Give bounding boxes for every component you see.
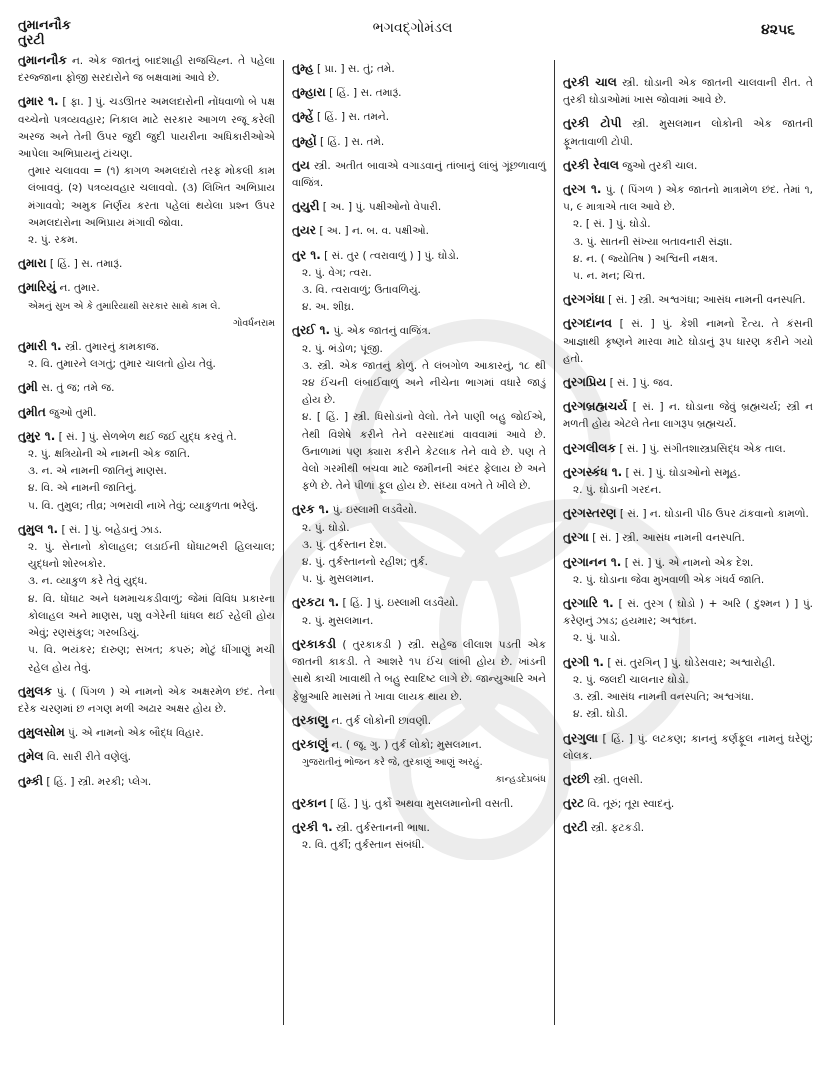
definition: સ. તું જ; તમે જ. xyxy=(41,382,115,395)
headword: તુરગા xyxy=(563,530,589,545)
dictionary-entry xyxy=(563,529,813,547)
definition: [ હિં. ] સ. તમારૂં. xyxy=(329,87,402,100)
headword: તુરકી ૧. xyxy=(292,819,333,834)
dictionary-entry xyxy=(563,654,813,724)
dictionary-entry xyxy=(292,501,546,588)
headword: તુમીત xyxy=(18,404,46,419)
dictionary-entry xyxy=(563,795,813,813)
headword: તુરકાણુ xyxy=(292,712,329,727)
dictionary-entry xyxy=(292,736,546,789)
definition: [ સં. ] પું. સેળભેળ થઈ જઈ યુદ્ધ કરવું તે. xyxy=(58,430,237,443)
dictionary-entry xyxy=(563,730,813,765)
dictionary-entry xyxy=(563,819,813,837)
dictionary-entry xyxy=(563,291,813,309)
definition: સ્ત્રી. મુસલમાન લોકોની એક જાતની ફૂમતાવાળી ટોપી. xyxy=(563,118,813,148)
headword: તુમ્હારા xyxy=(292,85,326,100)
dictionary-entry xyxy=(563,595,813,648)
definition: વિ. તૂરું; તૂરા સ્વાદનું. xyxy=(587,798,675,811)
definition: [ સં. ] પું. ઘોડાઓનો સમૂહ. xyxy=(625,466,741,479)
headword: તુરકી ચાલ xyxy=(563,75,617,89)
dictionary-entry xyxy=(18,773,275,791)
sub-definition: ૫. વિ. ભયંકર; દારુણ; સખત; કપરું; મોટું ધીંગાણું મચી રહેલ હોય તેવું. xyxy=(28,644,275,674)
headword: તુમુલસોમ xyxy=(18,725,65,740)
sub-definition: ૩. વિ. ત્વરાવાળું; ઉતાવળિયું. xyxy=(302,284,421,297)
sub-definition: ૨. પું. ભંડોળ; પૂંજી. xyxy=(302,342,383,355)
sub-definition: ૫. પું. મુસલમાન. xyxy=(302,573,375,586)
sub-definition: ૨. [ સં. ] પું. ઘોડો. xyxy=(573,218,651,231)
definition: સ્ત્રી. ફટકડી. xyxy=(590,822,645,835)
definition: [ હિં. ] પું. ઇસ્લામી લડવૈયો. xyxy=(342,597,459,610)
headword: તુમી xyxy=(18,380,38,395)
headword: તુરગલીલક xyxy=(563,440,616,455)
dictionary-title: ભગવદ્ગોમંડલ xyxy=(372,20,453,36)
definition: [ સં. ] ન. ઘોડાના જેવું બ્રહ્મચર્ય; સ્ત્રી ન મળતી હોય એટલે તેના લાગરૂપ બ્રહ્મચર્ય. xyxy=(563,401,813,431)
dictionary-entry xyxy=(18,404,275,422)
dictionary-entry xyxy=(563,771,813,789)
definition: સ્ત્રી. તુર્કસ્તાનની ભાષા. xyxy=(336,821,430,834)
citation-source: ગોવર્ધનરામ xyxy=(233,317,275,329)
definition: [ સં. ] પું. સંગીતશાસ્ત્રપ્રસિદ્ધ એક તાલ. xyxy=(619,442,786,455)
definition: [ સં. ] સ્ત્રી. આસંધ નામની વનસ્પતિ. xyxy=(592,532,745,545)
headword: તુરટી xyxy=(563,820,588,835)
definition: [ સં. ] પું. કેશી નામનો દૈત્ય. તે કંસની આજ્ઞાથી કૃષ્ણને મારવા માટે ઘોડાનું રૂપ ધારણ કરીને ગયો હતો. xyxy=(563,318,813,365)
sub-definition: ૪. [ હિં. ] સ્ત્રી. ધિસોડાંનો વેલો. તેને પાણી બહુ જોઈએ, તેથી વિશેષે કરીને તેને વરસાદમાં વાવવામાં આવે છે. ઉનાળામાં પણ ક્યારા કરીને કેટલાક તેને વાવે છે. પણ તે વેલો ગરમીથી બચવા માટે જમીનની અંદર ફેલાય છે અને ફળે છે. તેને પીળાં ફૂલ હોય છે. સંધ્યા વખતે તે ખીલે છે. xyxy=(302,411,546,493)
definition: [ હિં. ] સ. તમે. xyxy=(320,135,385,148)
dictionary-entry xyxy=(563,398,813,433)
sub-definition: ૪. પું. તુર્કસ્તાનનો રહીશ; તુર્ક. xyxy=(302,556,428,569)
headword: તુરછી xyxy=(563,771,590,786)
headword: તુમેલ xyxy=(18,749,44,764)
definition: ન. તુમાર. xyxy=(59,282,100,295)
dictionary-entry xyxy=(292,84,546,102)
sub-definition: ૨. પું. ક્ષત્રિયોની એ નામની એક જાતિ. xyxy=(28,448,191,461)
definition: [ સં. તુર ( ત્વરાવાળું ) ] પું. ઘોડો. xyxy=(324,249,460,262)
headword: તુયુરી xyxy=(292,199,320,214)
sub-definition: ૫. ન. મન; ચિત્ત. xyxy=(573,270,646,283)
dictionary-entry xyxy=(292,594,546,629)
definition: ન. એક જાતનું બાદશાહી રાજચિહ્ન. તે પહેલા દરજ્જાના ફોજી સરદારોને જ બક્ષવામાં આવે છે. xyxy=(18,55,275,85)
definition: [ સં. તુરગ ( ઘોડો ) + અરિ ( દુશ્મન ) ] પું. કરેણનું ઝાડ; હયમાર; અશ્વઘ્ન. xyxy=(563,598,813,628)
definition: પું. એક જાતનું વાજિંત્ર. xyxy=(333,325,432,338)
column-1 xyxy=(18,52,283,1052)
page-number: ૪૨૫૬ xyxy=(761,22,795,38)
headword: તુમારા xyxy=(18,256,47,271)
sub-definition: ૪. અ. શીઘ્ર. xyxy=(302,301,355,314)
column-2 xyxy=(283,60,555,1025)
sub-definition: ૨. વિ. તુર્કી; તુર્કસ્તાન સંબંધી. xyxy=(302,838,425,851)
headword: તુમુલ ૧. xyxy=(18,521,59,536)
headword: તુરગગંધા xyxy=(563,292,605,307)
dictionary-entry xyxy=(18,52,275,87)
dictionary-entry xyxy=(563,505,813,523)
headword: તુમાર ૧. xyxy=(18,94,59,109)
definition: સ્ત્રી. ઘોડાની એક જાતની ચાલવાની રીત. તે તુરકી ઘોડાઓમાં ખાસ જોવામાં આવે છે. xyxy=(563,77,813,107)
dictionary-entry xyxy=(292,712,546,730)
guide-word-last: તુરટી xyxy=(18,33,45,48)
dictionary-columns xyxy=(18,52,813,1052)
headword: તુમ્કી xyxy=(18,773,44,788)
dictionary-entry xyxy=(563,157,813,175)
definition: પું. ( પિંગળ ) એક જાતનો માત્રામેળ છંદ. તેમાં ૧, ૫, ૯ માત્રાએ તાલ આવે છે. xyxy=(563,184,813,214)
dictionary-entry xyxy=(292,157,546,192)
headword: તુમ્હેં xyxy=(292,109,314,124)
definition: પું. એ નામનો એક બૌદ્ધ વિહાર. xyxy=(68,727,204,740)
column-3 xyxy=(555,74,813,1052)
headword: તુમ્હોં xyxy=(292,133,317,148)
headword: તુરગબ્રહ્મચર્ય xyxy=(563,399,628,414)
dictionary-entry xyxy=(563,374,813,392)
headword: તુય xyxy=(292,157,310,172)
definition: ( તુરકાકડી ) સ્ત્રી. સહેજ લીલાશ પડતી એક જાતની કાકડી. તે આશરે ૧૫ ઈંચ લાંબી હોય છે. ખાંડની સાથે કાચી ખાવાથી તે બહુ સ્વાદિષ્ટ લાગે છે. જાન્યુઆરિ અને ફેબ્રુઆરિ માસમાં તે ખાવા લાયક થાય છે. xyxy=(292,638,546,703)
sub-definition: ૨. પું. વેગ; ત્વરા. xyxy=(302,266,372,279)
sub-definition: ૪. ન. ( જ્યોતિષ ) અશ્વિની નક્ષત્ર. xyxy=(573,252,718,265)
headword: તુરકટા ૧. xyxy=(292,595,340,610)
citation-quote: ગુજરાતીનું ભોજન કરે જે, તુરકાણું આણું અરહું. xyxy=(302,757,483,769)
sub-definition: ૨. પું. જલદી ચાલનાર ઘોડો. xyxy=(573,673,689,686)
dictionary-entry xyxy=(18,428,275,515)
dictionary-entry xyxy=(292,133,546,151)
sub-definition: ૩. સ્ત્રી. આસંધ નામની વનસ્પતિ; અશ્વગંધા. xyxy=(573,691,754,704)
definition: પું. ( પિંગળ ) એ નામનો એક અક્ષરમેળ છંદ. તેના દરેક ચરણમાં છ નગણ મળી અઢાર અક્ષર હોય છે. xyxy=(18,685,275,715)
dictionary-entry xyxy=(18,748,275,766)
dictionary-entry xyxy=(292,222,546,240)
citation-quote: એમનું સુખ એ કે તુમારિયાથી સરકાર સાથે કામ લે. xyxy=(28,300,221,312)
headword: તુરકાકડી xyxy=(292,636,337,651)
headword: તુરગસ્તરણ xyxy=(563,506,617,521)
headword: તુમારિયું xyxy=(18,280,57,295)
sub-definition: ૨. પું. મુસલમાન. xyxy=(302,614,374,627)
definition: [ હિં. ] સ્ત્રી. મરકી; પ્લેગ. xyxy=(46,775,152,788)
dictionary-entry xyxy=(292,819,546,854)
page-header xyxy=(0,0,825,50)
definition: સ્ત્રી. અતીત બાવાએ વગાડવાનું તાંબાનું લાંબું ગૂંછળાવાળું વાજિંત્ર. xyxy=(292,159,546,190)
dictionary-entry xyxy=(292,247,546,317)
definition: [ સં. ] સ્ત્રી. અશ્વગંધા; આસંધ નામની વનસ્પતિ. xyxy=(608,294,806,307)
citation-source: કાન્હડદેપ્રબંધ xyxy=(495,774,546,786)
dictionary-entry xyxy=(292,636,546,706)
headword: તુરકી ટોપી xyxy=(563,116,622,131)
guide-word-first: તુમાનનૌક xyxy=(18,18,71,33)
dictionary-entry xyxy=(563,115,813,150)
definition: [ હિં. ] સ. તમારૂં. xyxy=(49,258,123,271)
sub-definition: ૨. પું. રકમ. xyxy=(28,234,78,247)
sub-definition: ૩. ન. એ નામની જાતિનું માણસ. xyxy=(28,465,168,478)
definition: ન. તુર્ક લોકોની છાવણી. xyxy=(331,714,432,727)
definition: [ અ. ] પું. પક્ષીઓનો વેપારી. xyxy=(322,201,442,214)
definition: [ ફા. ] પું. ચડઊતર અમલદારોની નોંધવાળો બે પક્ષ વચ્ચેનો પત્રવ્યવહાર; નિકાલ માટે સરકાર આગળ રજૂ કરેલી અરજ અને તેની ઉપર જુદી જુદી પાયરીના અધિકારીઓએ આપેલા અભિપ્રાયનું ટાંચણ. xyxy=(18,96,275,161)
headword: તુરગદાનવ xyxy=(563,316,612,331)
definition: સ્ત્રી. તુમારનું કામકાજ. xyxy=(64,341,160,354)
sub-definition: ૩. પું. તુર્કસ્તાન દેશ. xyxy=(302,538,387,551)
definition: [ સં. ] પું. બહેડાનું ઝાડ. xyxy=(61,523,163,536)
definition: [ પ્રા. ] સ. તું; તમે. xyxy=(317,63,395,75)
headword: તુમુર ૧. xyxy=(18,428,56,443)
sub-definition: ૨. પું. સેનાનો કોલાહલ; લડાઈની ધોંધાટભરી હિલચાલ; યુદ્ધનો શોરબકોર. xyxy=(28,541,275,571)
definition: ન. ( જૂ. ગુ. ) તુર્ક લોકો; મુસલમાન. xyxy=(331,738,482,751)
headword: તુરગ ૧. xyxy=(563,182,602,197)
dictionary-entry xyxy=(18,338,275,373)
headword: તુરગપ્રિય xyxy=(563,375,607,390)
definition: [ સં. ] ન. ઘોડાની પીઠ ઉપર ઢાંકવાનો કામળો. xyxy=(619,508,809,521)
headword: તુરગુલા xyxy=(563,730,598,745)
headword: તુરકાણું xyxy=(292,736,329,751)
headword: તુરગાનન ૧. xyxy=(563,554,622,569)
definition: [ સં. તુરગિન્ ] પું. ઘોડેસવાર; અશ્વારોહી. xyxy=(607,656,776,669)
dictionary-entry xyxy=(292,795,546,813)
sub-definition: ૫. વિ. તુમુલ; તીવ્ર; ગભરાવી નાખે તેવું; વ્યાકુળતા ભરેલું. xyxy=(28,499,259,512)
dictionary-entry xyxy=(563,181,813,285)
definition: [ અ. ] ન. બ. વ. પક્ષીઓ. xyxy=(319,225,429,238)
dictionary-entry xyxy=(18,93,275,249)
headword: તુમુલક xyxy=(18,683,52,698)
sub-definition: ૩. સ્ત્રી. એક જાતનું કોળું. તે લંબગોળ આકારનું, ૧૮ થી ૨૪ ઈંચની લંબાઈવાળું અને નીચેના ભાગમાં વધારે જાડું હોય છે. xyxy=(302,359,546,407)
headword: તુરક ૧. xyxy=(292,502,330,517)
definition: પું. ઇસ્લામી લડવૈયો. xyxy=(332,504,418,517)
headword: તુરટ xyxy=(563,796,585,811)
dictionary-entry xyxy=(18,379,275,397)
headword: તુરકાન xyxy=(292,795,327,810)
dictionary-entry xyxy=(18,521,275,677)
definition: [ સં. ] પું. જવ. xyxy=(609,377,673,390)
dictionary-entry xyxy=(18,683,275,718)
dictionary-entry xyxy=(292,198,546,216)
definition: [ હિં. ] પું. લટકણ; કાનનું કર્ણફૂલ નામનું ઘરેણું; લોલક. xyxy=(563,732,813,762)
definition: [ હિં. ] પું. તુર્કો અથવા મુસલમાનોની વસતી. xyxy=(329,797,514,810)
sub-definition: ૪. સ્ત્રી. ઘોડી. xyxy=(573,708,628,721)
headword: તુરકી રેવાલ xyxy=(563,157,619,172)
sub-definition: ૨. પું. પાડો. xyxy=(573,632,621,645)
definition: જુઓ તુમી. xyxy=(49,406,97,419)
dictionary-entry xyxy=(563,315,813,368)
sub-definition: ૨. પું. ઘોડાની ગરદન. xyxy=(573,484,662,497)
sub-definition: ૩. ન. વ્યાકુળ કરે તેવું યુદ્ધ. xyxy=(28,575,148,588)
dictionary-entry xyxy=(18,255,275,273)
definition: [ હિં. ] સ. તમને. xyxy=(317,111,390,124)
headword: તુરગસ્કંધ ૧. xyxy=(563,464,623,479)
sub-definition: ૨. પું. ઘોડો. xyxy=(302,521,350,534)
headword: તુરગી ૧. xyxy=(563,654,604,669)
headword: તુમાનનૌક xyxy=(18,53,67,67)
dictionary-entry xyxy=(292,108,546,126)
dictionary-entry xyxy=(18,724,275,742)
definition: વિ. સારી રીતે વણેલું. xyxy=(46,751,131,764)
sub-definition: ૨. પું. ઘોડાના જેવા મુખવાળી એક ગંધર્વ જાતિ. xyxy=(573,573,765,586)
headword: તુરઈ ૧. xyxy=(292,323,331,338)
dictionary-entry xyxy=(292,322,546,495)
headword: તુર ૧. xyxy=(292,247,321,262)
dictionary-entry xyxy=(563,440,813,458)
sub-definition: ૪. વિ. ધોંધાટ અને ધમમાચકડીવાળું; જેમાં વિવિધ પ્રકારના કોલાહલ અને માણસ, પશુ વગેરેની ધાંધલ થઈ રહેલી હોય એવું; રણસંકુલ; ગરબડિયું. xyxy=(28,592,275,640)
dictionary-entry xyxy=(292,60,546,78)
dictionary-entry xyxy=(563,554,813,589)
headword: તુરગારિ ૧. xyxy=(563,596,614,611)
definition: [ સં. ] પું. એ નામનો એક દેશ. xyxy=(624,556,754,569)
dictionary-entry xyxy=(563,74,813,109)
sub-definition: ૪. વિ. એ નામની જાતિનું. xyxy=(28,482,137,495)
dictionary-entry xyxy=(563,464,813,499)
sub-definition: ૩. પું. સાતની સંખ્યા બતાવનારી સંજ્ઞા. xyxy=(573,235,733,248)
definition: સ્ત્રી. તુલસી. xyxy=(593,773,643,786)
definition: જુઓ તુરકી ચાલ. xyxy=(622,159,698,172)
dictionary-entry xyxy=(18,279,275,332)
headword: તુમ્હ xyxy=(292,61,314,75)
sub-definition: તુમાર ચલાવવા = (૧) કાગળ અમલદારો તરફ મોકલી કામ લંબાવવું. (૨) પત્રવ્યવહાર ચલાવવો. (૩) લિખિત અભિપ્રાય મંગાવવો; અમુક નિર્ણય કરતા પહેલાં થયેલા પ્રશ્ન ઉપર અમલદારોના અભિપ્રાય મંગાવી જોવા. xyxy=(28,165,275,229)
headword: તુયર xyxy=(292,223,316,238)
sub-definition: ૨. વિ. તુમારને લગતું; તુમાર ચાલતો હોય તેવું. xyxy=(28,358,216,371)
headword: તુમારી ૧. xyxy=(18,339,62,354)
